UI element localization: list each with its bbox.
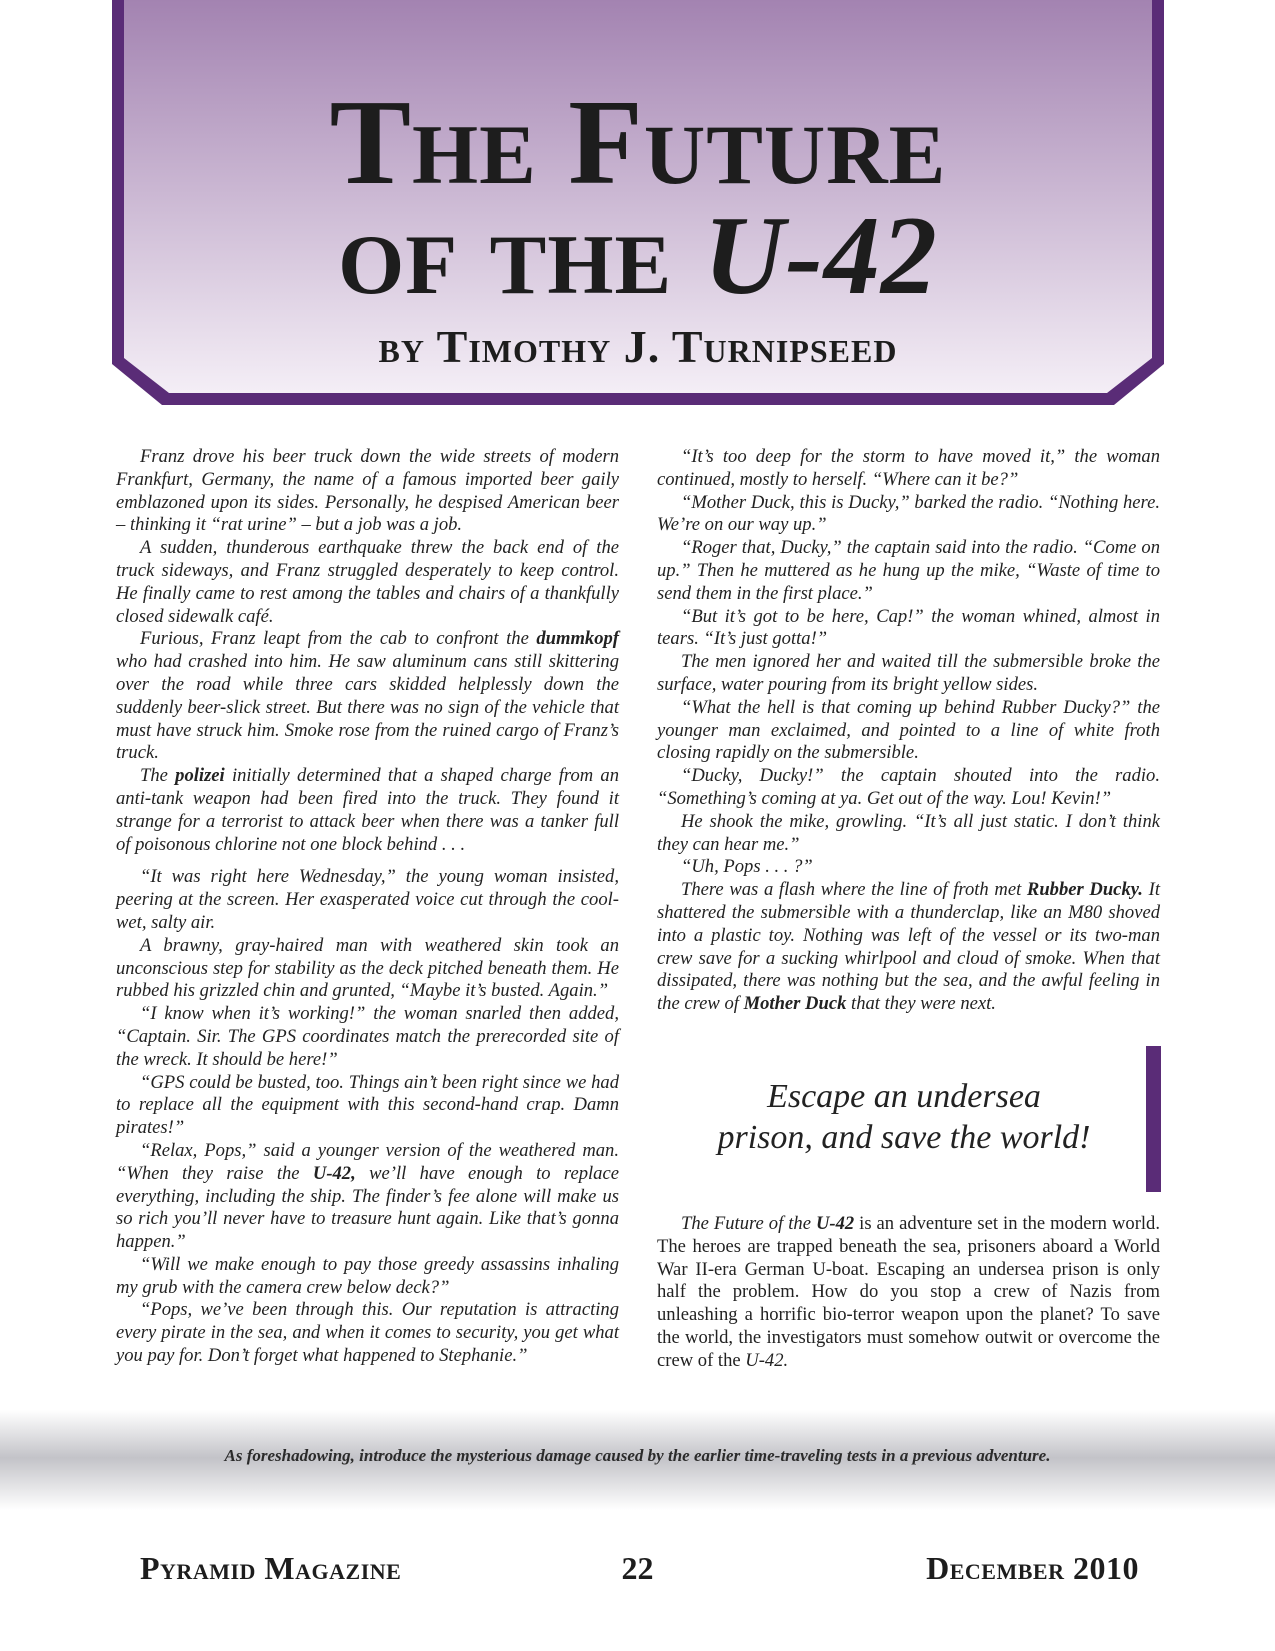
gm-tip-text: As foreshadowing, introduce the mysterious damage caused by the earlier time-traveling tests in a previous adventure.	[224, 1446, 1051, 1465]
paragraph: Furious, Franz leapt from the cab to confront the dummkopf who had crashed into him. He saw aluminum cans still skittering over the road while three cars skidded helplessly down the suddenly beer-slick street. But there was no sign of the vehicle that must have struck him. Smoke rose from the ruined cargo of Franz’s truck.	[116, 628, 619, 764]
paragraph: “Relax, Pops,” said a younger version of the weathered man. “When they raise the U-42, we’ll have enough to replace everything, including the ship. The finder’s fee alone will make us so rich you’ll never have to treasure hunt again. Like that’s gonna happen.”	[116, 1139, 619, 1253]
title-line-2-prefix: of the	[338, 185, 704, 320]
paragraph: “It was right here Wednesday,” the young woman insisted, peering at the screen. Her exasperated voice cut through the cool-wet, salty air.	[116, 866, 619, 933]
bold-term: U-42	[815, 1213, 855, 1234]
pull-quote-line-1: Escape an undersea	[767, 1078, 1041, 1115]
bold-term: dummkopf	[536, 628, 619, 650]
pull-quote-accent-bar	[1146, 1046, 1161, 1192]
paragraph: “Mother Duck, this is Ducky,” barked the radio. “Nothing here. We’re on our way up.”	[657, 491, 1160, 536]
paragraph: “Roger that, Ducky,” the captain said into the radio. “Come on up.” Then he muttered as he hung up the mike, “Waste of time to send them in the first place.”	[657, 537, 1160, 604]
paragraph: A brawny, gray-haired man with weathered skin took an unconscious step for stability as the deck pitched beneath them. He rubbed his grizzled chin and grunted, “Maybe it’s busted. Again.”	[116, 934, 619, 1002]
paragraph: “Will we make enough to pay those greedy assassins inhaling my grub with the camera crew below deck?”	[116, 1253, 619, 1298]
paragraph: The polizei initially determined that a shaped charge from an anti-tank weapon had been fired into the truck. They found it strange for a terrorist to attack beer when there was a tanker full of poisonous chlorine not one block behind . . .	[116, 765, 620, 855]
title-u42: U-42	[703, 194, 938, 318]
bold-term: U-42,	[312, 1162, 356, 1184]
paragraph: “Ducky, Ducky!” the captain shouted into the radio. “Something’s coming at ya. Get out of the way. Lou! Kevin!”	[657, 765, 1160, 809]
paragraph: “But it’s got to be here, Cap!” the woman whined, almost in tears. “It’s just gotta!”	[657, 605, 1160, 650]
paragraph: “Uh, Pops . . . ?”	[681, 856, 813, 878]
article-title-line-2	[112, 185, 1164, 320]
bold-term: Mother Duck	[743, 993, 847, 1015]
paragraph: “Pops, we’ve been through this. Our reputation is attracting every pirate in the sea, and when it comes to security, you get what you pay for. Don’t forget what happened to Stephanie.”	[116, 1299, 619, 1367]
paragraph: Franz drove his beer truck down the wide streets of modern Frankfurt, Germany, the name of a famous imported beer gaily emblazoned upon its sides. Personally, he despised American beer – thinking it “rat urine” – but a job was a job.	[116, 446, 619, 536]
footer-issue-date: December 2010	[926, 1550, 1139, 1586]
title-banner	[112, 0, 1164, 410]
paragraph: “It’s too deep for the storm to have moved it,” the woman continued, mostly to herself. “Where can it be?”	[657, 446, 1160, 490]
paragraph: A sudden, thunderous earthquake threw the back end of the truck sideways, and Franz struggled desperately to keep control. He finally came to rest among the tables and chairs of a thankfully closed sidewalk café.	[116, 537, 619, 627]
paragraph: “What the hell is that coming up behind Rubber Ducky?” the younger man exclaimed, and pointed to a line of white froth closing rapidly on the submersible.	[657, 696, 1160, 764]
footer-page-number: 22	[621, 1550, 654, 1586]
pull-quote	[664, 1076, 1144, 1158]
paragraph: The men ignored her and waited till the submersible broke the surface, water pouring from its bright yellow sides.	[657, 651, 1160, 695]
right-column	[657, 446, 1160, 1016]
bold-term: Rubber Ducky.	[1026, 879, 1143, 901]
gm-tip-strip	[0, 1410, 1275, 1510]
paragraph: “GPS could be busted, too. Things ain’t been right since we had to replace all the equipment with this second-hand crap. Damn pirates!”	[116, 1071, 619, 1139]
adventure-summary: The Future of the U-42 is an adventure set in the modern world. The heroes are trapped beneath the sea, prisoners aboard a World War II-era German U-boat. Escaping an undersea prison is only half the problem. How do you stop a crew of Nazis from unleashing a horrific bio-terror weapon upon the planet? To save the world, the investigators must somehow outwit or overcome the crew of the U-42.	[657, 1213, 1160, 1371]
paragraph: There was a flash where the line of froth met Rubber Ducky. It shattered the submersible with a thunderclap, like an M80 shoved into a plastic toy. Nothing was left of the vessel or its two-man crew save for a sucking whirlpool and cloud of smoke. When that dissipated, there was nothing but the sea, and the awful feeling in the crew of Mother Duck that they were next.	[657, 879, 1160, 1015]
left-column	[116, 446, 619, 1368]
bold-term: polizei	[175, 765, 225, 787]
pull-quote-line-2: prison, and save the world!	[717, 1119, 1091, 1156]
paragraph: “I know when it’s working!” the woman snarled then added, “Captain. Sir. The GPS coordinates match the prerecorded site of the wreck. It should be here!”	[116, 1003, 619, 1070]
paragraph: He shook the mike, growling. “It’s all just static. I don’t think they can hear me.”	[657, 810, 1160, 855]
footer-magazine-name: Pyramid Magazine	[140, 1550, 402, 1586]
article-byline: by Timothy J. Turnipseed	[378, 321, 898, 372]
article-title-line-1: The Future	[329, 75, 947, 210]
